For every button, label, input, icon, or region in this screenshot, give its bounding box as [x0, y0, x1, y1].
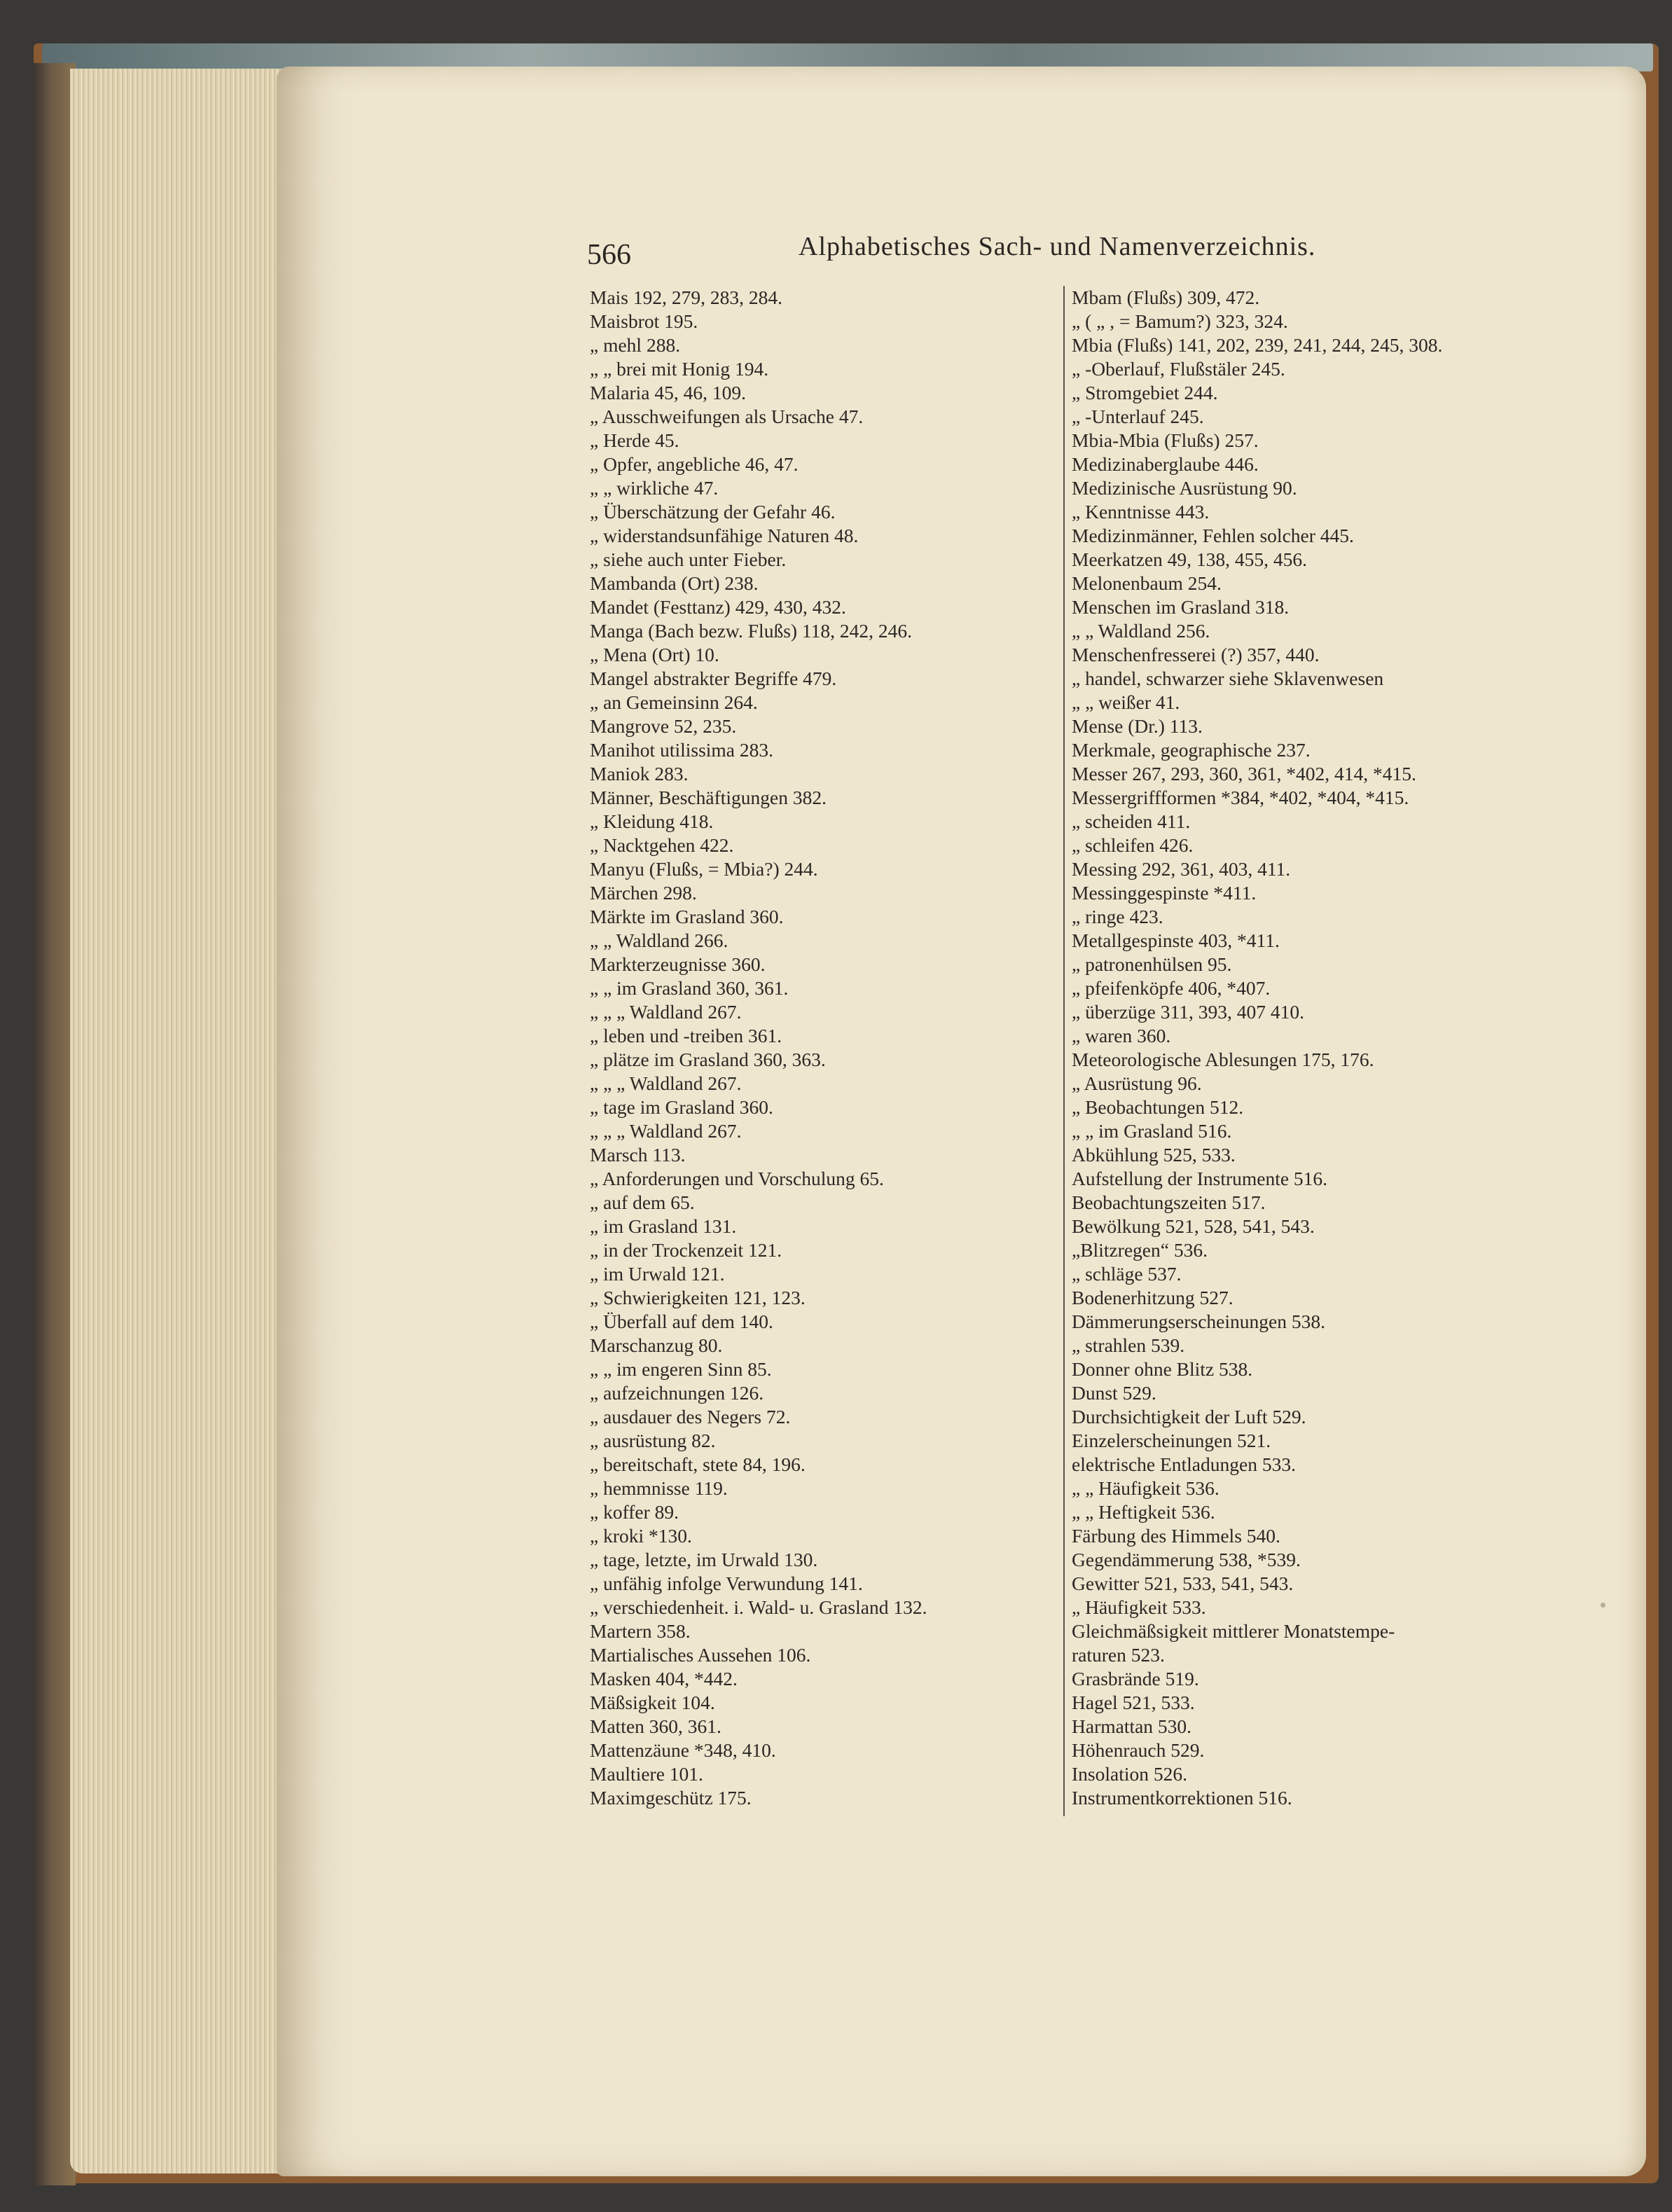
index-entry: raturen 523. — [1072, 1644, 1165, 1666]
index-entry: Manihot utilissima 283. — [590, 739, 774, 761]
index-entry: „ Ausschweifungen als Ursache 47. — [590, 406, 864, 427]
index-entry: „ „ im Grasland 360, 361. — [590, 977, 789, 999]
index-entry: Martern 358. — [590, 1620, 691, 1642]
index-entry: „ Herde 45. — [590, 429, 679, 451]
index-entry: „ verschiedenheit. i. Wald- u. Grasland 132. — [590, 1596, 927, 1618]
index-entry: Maximgeschütz 175. — [590, 1787, 752, 1809]
index-entry: Mandet (Festtanz) 429, 430, 432. — [590, 596, 846, 618]
index-entry: „ bereitschaft, stete 84, 196. — [590, 1453, 806, 1475]
index-entry: „ koffer 89. — [590, 1501, 679, 1523]
index-entry: Mense (Dr.) 113. — [1072, 715, 1203, 737]
index-entry: „ tage, letzte, im Urwald 130. — [590, 1549, 818, 1570]
index-entry: „ überzüge 311, 393, 407 410. — [1072, 1001, 1304, 1023]
index-entry: Mattenzäune *348, 410. — [590, 1739, 776, 1761]
index-entry: „ pfeifenköpfe 406, *407. — [1072, 977, 1271, 999]
index-entry: „ „ „ Waldland 267. — [590, 1001, 742, 1023]
index-entry: „ strahlen 539. — [1072, 1334, 1185, 1356]
index-entry: „ Beobachtungen 512. — [1072, 1096, 1244, 1118]
index-entry: Aufstellung der Instrumente 516. — [1072, 1168, 1328, 1189]
index-entry: Gewitter 521, 533, 541, 543. — [1072, 1572, 1294, 1594]
index-entry: Mambanda (Ort) 238. — [590, 572, 759, 594]
index-entry: „ Kleidung 418. — [590, 810, 714, 832]
index-entry: „ „ Waldland 266. — [590, 929, 728, 951]
column-divider — [1063, 286, 1065, 1816]
index-entry: Meerkatzen 49, 138, 455, 456. — [1072, 548, 1308, 570]
index-entry: Insolation 526. — [1072, 1763, 1187, 1785]
index-entry: Medizinische Ausrüstung 90. — [1072, 477, 1297, 499]
index-entry: „ ( „ , = Bamum?) 323, 324. — [1072, 310, 1288, 332]
index-entry: Meteorologische Ablesungen 175, 176. — [1072, 1049, 1374, 1070]
index-entry: „ scheiden 411. — [1072, 810, 1191, 832]
index-entry: „ Häufigkeit 533. — [1072, 1596, 1206, 1618]
index-entry: „ siehe auch unter Fieber. — [590, 548, 787, 570]
index-entry: „ leben und -treiben 361. — [590, 1025, 782, 1046]
index-entry: Metallgespinste 403, *411. — [1072, 929, 1280, 951]
index-entry: Abkühlung 525, 533. — [1072, 1144, 1236, 1166]
index-entry: Harmattan 530. — [1072, 1715, 1192, 1737]
index-entry: Martialisches Aussehen 106. — [590, 1644, 811, 1666]
index-entry: „Blitzregen“ 536. — [1072, 1239, 1208, 1261]
index-entry: Färbung des Himmels 540. — [1072, 1525, 1280, 1547]
index-entry: „ auf dem 65. — [590, 1191, 695, 1213]
index-entry: Instrumentkorrektionen 516. — [1072, 1787, 1292, 1809]
index-entry: „ Überschätzung der Gefahr 46. — [590, 501, 836, 523]
index-entry: „ Mena (Ort) 10. — [590, 644, 719, 665]
index-entry: Melonenbaum 254. — [1072, 572, 1222, 594]
page-number: 566 — [587, 239, 631, 271]
index-entry: Mangel abstrakter Begriffe 479. — [590, 668, 837, 689]
index-entry: Gleichmäßsigkeit mittlerer Monatstempe- — [1072, 1620, 1395, 1642]
index-entry: Marsch 113. — [590, 1144, 686, 1166]
index-entry: Menschen im Grasland 318. — [1072, 596, 1290, 618]
index-entry: Messer 267, 293, 360, 361, *402, 414, *415. — [1072, 763, 1416, 784]
index-entry: „ in der Trockenzeit 121. — [590, 1239, 782, 1261]
index-entry: Mbia-Mbia (Flußs) 257. — [1072, 429, 1259, 451]
index-entry: Dämmerungserscheinungen 538. — [1072, 1311, 1325, 1332]
index-entry: „ Opfer, angebliche 46, 47. — [590, 453, 799, 475]
index-entry: Grasbrände 519. — [1072, 1668, 1199, 1689]
index-entry: „ waren 360. — [1072, 1025, 1171, 1046]
index-entry: Messing 292, 361, 403, 411. — [1072, 858, 1291, 880]
index-entry: Manga (Bach bezw. Flußs) 118, 242, 246. — [590, 620, 913, 642]
index-entry: Mäßsigkeit 104. — [590, 1692, 715, 1713]
index-entry: „ „ Heftigkeit 536. — [1072, 1501, 1215, 1523]
index-entry: „ Überfall auf dem 140. — [590, 1311, 773, 1332]
page-stack-edges — [70, 69, 294, 2173]
index-entry: „ „ weißer 41. — [1072, 691, 1180, 713]
index-entry: Durchsichtigkeit der Luft 529. — [1072, 1406, 1306, 1428]
index-entry: Medizinmänner, Fehlen solcher 445. — [1072, 525, 1354, 546]
index-entry: Märchen 298. — [590, 882, 697, 904]
index-entry: „ -Oberlauf, Flußstäler 245. — [1072, 358, 1285, 380]
index-entry: „ patronenhülsen 95. — [1072, 953, 1232, 975]
index-entry: „ -Unterlauf 245. — [1072, 406, 1204, 427]
index-entry: „ kroki *130. — [590, 1525, 692, 1547]
index-entry: Einzelerscheinungen 521. — [1072, 1430, 1271, 1451]
index-entry: Messergriffformen *384, *402, *404, *415. — [1072, 787, 1409, 808]
index-entry: „ tage im Grasland 360. — [590, 1096, 773, 1118]
index-entry: Märkte im Grasland 360. — [590, 906, 784, 927]
index-entry: „ ringe 423. — [1072, 906, 1163, 927]
index-entry: Donner ohne Blitz 538. — [1072, 1358, 1253, 1380]
index-entry: „ „ „ Waldland 267. — [590, 1120, 742, 1142]
index-entry: Maisbrot 195. — [590, 310, 698, 332]
index-entry: „ „ Häufigkeit 536. — [1072, 1477, 1220, 1499]
index-entry: Manyu (Flußs, = Mbia?) 244. — [590, 858, 818, 880]
index-entry: Menschenfresserei (?) 357, 440. — [1072, 644, 1320, 665]
index-entry: „ Schwierigkeiten 121, 123. — [590, 1287, 806, 1308]
index-entry: „ „ im Grasland 516. — [1072, 1120, 1232, 1142]
index-entry: Hagel 521, 533. — [1072, 1692, 1195, 1713]
index-entry: „ im Grasland 131. — [590, 1215, 737, 1237]
index-entry: Höhenrauch 529. — [1072, 1739, 1205, 1761]
index-entry: Matten 360, 361. — [590, 1715, 721, 1737]
index-entry: „ handel, schwarzer siehe Sklavenwesen — [1072, 668, 1384, 689]
index-column-right — [1072, 286, 1604, 1810]
index-entry: Maniok 283. — [590, 763, 689, 784]
index-entry: „ schleifen 426. — [1072, 834, 1194, 856]
index-entry: „ Ausrüstung 96. — [1072, 1072, 1202, 1094]
index-entry: „ unfähig infolge Verwundung 141. — [590, 1572, 863, 1594]
index-entry: Mbia (Flußs) 141, 202, 239, 241, 244, 245, 308. — [1072, 334, 1443, 356]
index-entry: „ schläge 537. — [1072, 1263, 1182, 1285]
index-entry: „ an Gemeinsinn 264. — [590, 691, 758, 713]
index-entry: Marschanzug 80. — [590, 1334, 723, 1356]
index-entry: Bewölkung 521, 528, 541, 543. — [1072, 1215, 1315, 1237]
index-entry: Gegendämmerung 538, *539. — [1072, 1549, 1301, 1570]
index-entry: Malaria 45, 46, 109. — [590, 382, 747, 403]
paper-speck — [1601, 1603, 1605, 1608]
index-entry: „ im Urwald 121. — [590, 1263, 725, 1285]
index-entry: „ aufzeichnungen 126. — [590, 1382, 764, 1404]
index-entry: „ hemmnisse 119. — [590, 1477, 728, 1499]
index-column-left — [590, 286, 1052, 1810]
index-entry: „ „ Waldland 256. — [1072, 620, 1210, 642]
index-entry: Dunst 529. — [1072, 1382, 1156, 1404]
index-entry: „ Kenntnisse 443. — [1072, 501, 1210, 523]
index-entry: Merkmale, geographische 237. — [1072, 739, 1311, 761]
index-entry: Mbam (Flußs) 309, 472. — [1072, 286, 1260, 308]
index-entry: „ mehl 288. — [590, 334, 681, 356]
index-entry: Mangrove 52, 235. — [590, 715, 737, 737]
index-entry: Medizinaberglaube 446. — [1072, 453, 1259, 475]
index-entry: Bodenerhitzung 527. — [1072, 1287, 1234, 1308]
running-title: Alphabetisches Sach- und Namenverzeichnis. — [799, 232, 1316, 261]
index-entry: Mais 192, 279, 283, 284. — [590, 286, 782, 308]
index-entry: „ Anforderungen und Vorschulung 65. — [590, 1168, 884, 1189]
index-entry: Beobachtungszeiten 517. — [1072, 1191, 1266, 1213]
index-entry: „ ausdauer des Negers 72. — [590, 1406, 791, 1428]
index-entry: „ „ im engeren Sinn 85. — [590, 1358, 772, 1380]
index-entry: „ Nacktgehen 422. — [590, 834, 734, 856]
index-entry: „ „ brei mit Honig 194. — [590, 358, 769, 380]
index-entry: Männer, Beschäftigungen 382. — [590, 787, 827, 808]
index-entry: elektrische Entladungen 533. — [1072, 1453, 1296, 1475]
index-entry: Messinggespinste *411. — [1072, 882, 1257, 904]
index-entry: „ widerstandsunfähige Naturen 48. — [590, 525, 859, 546]
index-entry: Masken 404, *442. — [590, 1668, 738, 1689]
index-entry: „ ausrüstung 82. — [590, 1430, 716, 1451]
index-entry: Maultiere 101. — [590, 1763, 703, 1785]
index-entry: Markterzeugnisse 360. — [590, 953, 766, 975]
index-entry: „ plätze im Grasland 360, 363. — [590, 1049, 826, 1070]
index-entry: „ „ wirkliche 47. — [590, 477, 719, 499]
book-spine — [34, 63, 76, 2185]
index-entry: „ Stromgebiet 244. — [1072, 382, 1218, 403]
index-entry: „ „ „ Waldland 267. — [590, 1072, 742, 1094]
